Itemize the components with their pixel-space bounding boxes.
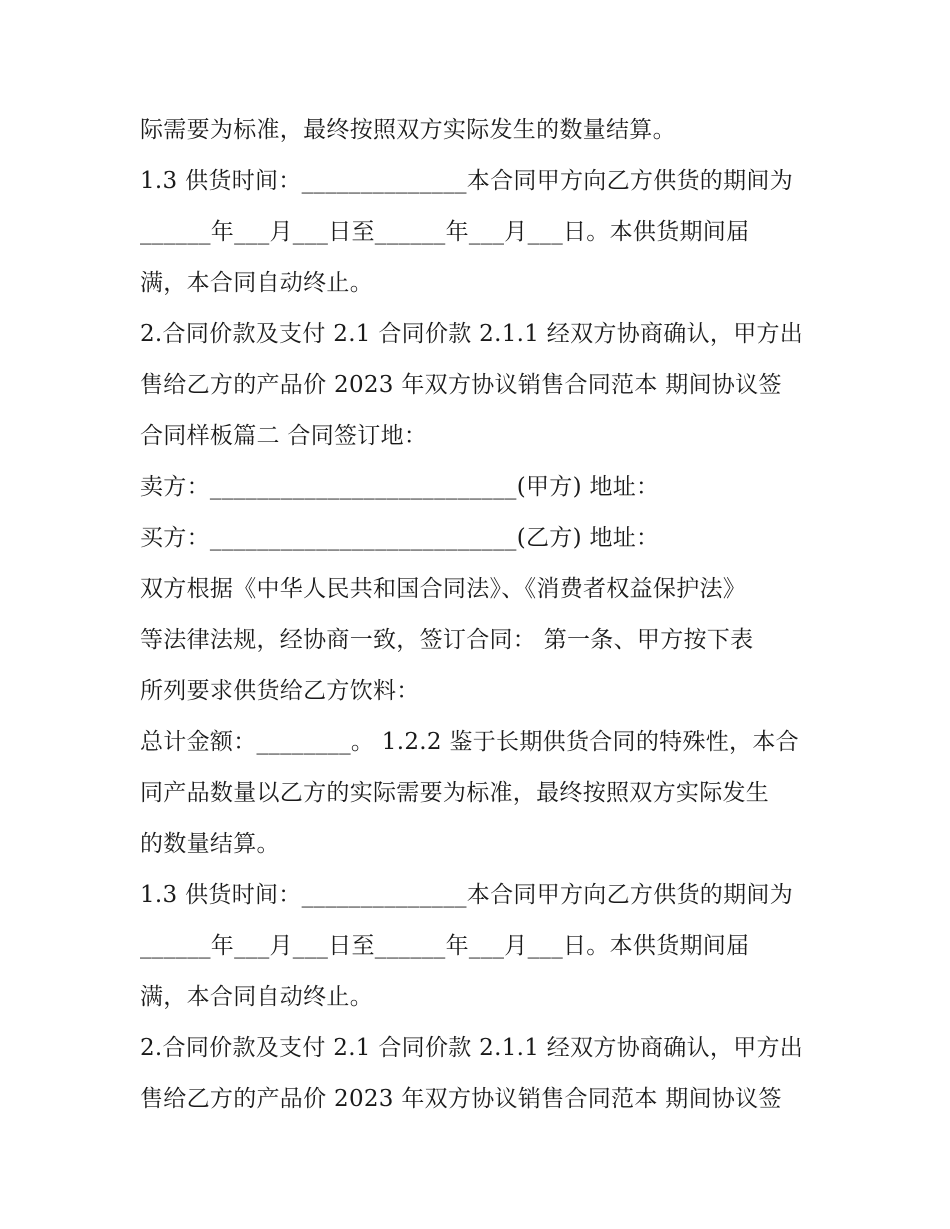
text-line: 售给乙方的产品价 2023 年双方协议销售合同范本 期间协议签 — [140, 372, 782, 398]
text-line: 1.3 供货时间：______________本合同甲方向乙方供货的期间为 — [140, 882, 793, 908]
text-line: 售给乙方的产品价 2023 年双方协议销售合同范本 期间协议签 — [140, 1086, 782, 1112]
text-line: 等法律法规，经协商一致，签订合同： 第一条、甲方按下表 — [140, 627, 754, 653]
text-line: 双方根据《中华人民共和国合同法》、《消费者权益保护法》 — [140, 576, 747, 602]
text-line: 2.合同价款及支付 2.1 合同价款 2.1.1 经双方协商确认，甲方出 — [140, 1035, 804, 1061]
text-line: 所列要求供货给乙方饮料： — [140, 678, 420, 704]
text-line: 满，本合同自动终止。 — [140, 270, 373, 296]
text-line: 1.3 供货时间：______________本合同甲方向乙方供货的期间为 — [140, 168, 793, 194]
text-line: 卖方：__________________________(甲方) 地址： — [140, 474, 660, 500]
text-line: 际需要为标准，最终按照双方实际发生的数量结算。 — [140, 117, 676, 143]
text-line: 买方：__________________________(乙方) 地址： — [140, 525, 660, 551]
text-line: 同产品数量以乙方的实际需要为标准，最终按照双方实际发生 — [140, 780, 770, 806]
text-line: 合同样板篇二 合同签订地： — [140, 423, 428, 449]
text-line: ______年___月___日至______年___月___日。本供货期间届 — [140, 933, 750, 959]
text-line: 2.合同价款及支付 2.1 合同价款 2.1.1 经双方协商确认，甲方出 — [140, 321, 804, 347]
text-line: 满，本合同自动终止。 — [140, 984, 373, 1010]
text-line: 总计金额：________。 1.2.2 鉴于长期供货合同的特殊性，本合 — [140, 729, 799, 755]
text-line: 的数量结算。 — [140, 831, 280, 857]
text-line: ______年___月___日至______年___月___日。本供货期间届 — [140, 219, 750, 245]
